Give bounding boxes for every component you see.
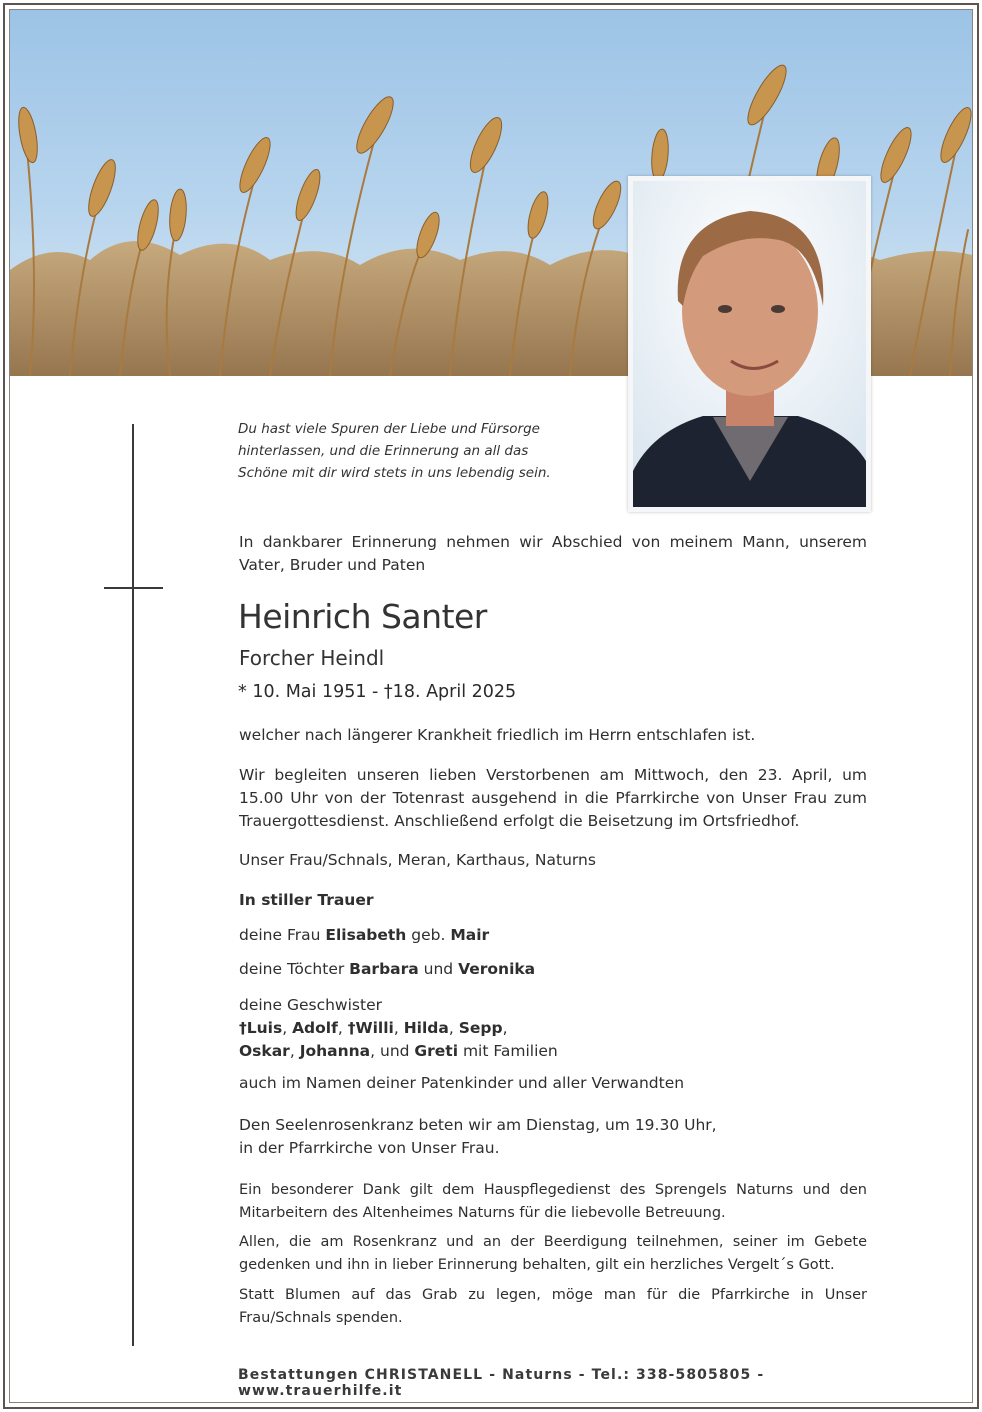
siblings-row-1 <box>239 1017 867 1040</box>
places-text: Unser Frau/Schnals, Meran, Karthaus, Naturns <box>239 851 596 869</box>
deceased-name: Heinrich Santer <box>238 597 487 636</box>
sibling-name: †Willi <box>347 1019 394 1037</box>
footer-company: CHRISTANELL <box>364 1367 484 1383</box>
daughters-prefix: deine Töchter <box>239 960 350 978</box>
siblings-label: deine Geschwister <box>239 996 382 1014</box>
deceased-nickname: Forcher Heindl <box>239 646 385 670</box>
quote-line-3: Schöne mit dir wird stets in uns lebendig sein. <box>238 465 551 481</box>
separator: , <box>393 1019 404 1037</box>
rosary-text <box>239 1114 867 1160</box>
memorial-quote <box>238 418 598 484</box>
wife-name: Elisabeth <box>325 926 407 944</box>
mourner-daughters <box>239 960 867 978</box>
sibling-name: Adolf <box>292 1019 338 1037</box>
mourner-siblings <box>239 994 867 1063</box>
footer-contact: - Naturns - Tel.: 338-5805805 - www.trauerhilfe.it <box>238 1367 765 1399</box>
separator: , <box>337 1019 348 1037</box>
wife-mid: geb. <box>406 926 451 944</box>
footer-prefix: Bestattungen <box>238 1367 365 1383</box>
flowers-text: Statt Blumen auf das Grab zu legen, möge man für die Pfarrkirche in Unser Frau/Schnals spenden. <box>239 1287 867 1326</box>
passing-text: welcher nach längerer Krankheit friedlich im Herrn entschlafen ist. <box>239 726 756 744</box>
footer-funeral-home <box>238 1367 868 1399</box>
daughter-name-2: Veronika <box>458 960 536 978</box>
sibling-name: Johanna <box>299 1042 371 1060</box>
siblings-suffix: mit Familien <box>458 1042 558 1060</box>
cross-horizontal <box>104 587 163 589</box>
mourners-heading: In stiller Trauer <box>239 891 374 909</box>
portrait-photo <box>628 176 871 512</box>
intro-text: In dankbarer Erinnerung nehmen wir Abschied von meinem Mann, unserem Vater, Bruder und Paten <box>239 533 867 574</box>
separator: , <box>448 1019 459 1037</box>
rosary-line-2: in der Pfarrkirche von Unser Frau. <box>239 1139 500 1157</box>
sibling-name: Greti <box>414 1042 459 1060</box>
wife-maiden-name: Mair <box>450 926 490 944</box>
wife-prefix: deine Frau <box>239 926 326 944</box>
thanks-text-2: Allen, die am Rosenkranz und an der Beerdigung teilnehmen, seiner im Gebete gedenken und ihn in lieber Erinnerung behalten, gilt ein herzliches Vergelt´s Gott. <box>239 1234 867 1273</box>
separator: , <box>502 1019 508 1037</box>
siblings-row-2 <box>239 1040 867 1063</box>
sibling-name: †Luis <box>239 1019 283 1037</box>
daughter-name-1: Barbara <box>349 960 419 978</box>
quote-line-2: hinterlassen, und die Erinnerung an all das <box>238 443 529 459</box>
sibling-name: Sepp <box>458 1019 503 1037</box>
daughters-and: und <box>418 960 459 978</box>
funeral-text: Wir begleiten unseren lieben Verstorbenen am Mittwoch, den 23. April, um 15.00 Uhr von der Totenrast ausgehend in die Pfarrkirche von Unser Frau zum Trauergottesdienst. Anschließend erfolgt die Beisetzung im Ortsfriedhof. <box>239 766 867 830</box>
life-dates: * 10. Mai 1951 - †18. April 2025 <box>238 682 517 702</box>
mourners-others: auch im Namen deiner Patenkinder und aller Verwandten <box>239 1074 685 1092</box>
quote-line-1: Du hast viele Spuren der Liebe und Fürsorge <box>238 421 540 437</box>
rosary-line-1: Den Seelenrosenkranz beten wir am Dienstag, um 19.30 Uhr, <box>239 1116 717 1134</box>
mourner-wife <box>239 926 867 944</box>
separator: , und <box>370 1042 415 1060</box>
thanks-text-1: Ein besonderer Dank gilt dem Hauspflegedienst des Sprengels Naturns und den Mitarbeitern des Altenheimes Naturns für die liebevolle Betreuung. <box>239 1182 867 1221</box>
sibling-name: Hilda <box>403 1019 449 1037</box>
cross-vertical <box>132 424 134 1346</box>
separator: , <box>289 1042 300 1060</box>
separator: , <box>282 1019 293 1037</box>
sibling-name: Oskar <box>239 1042 290 1060</box>
